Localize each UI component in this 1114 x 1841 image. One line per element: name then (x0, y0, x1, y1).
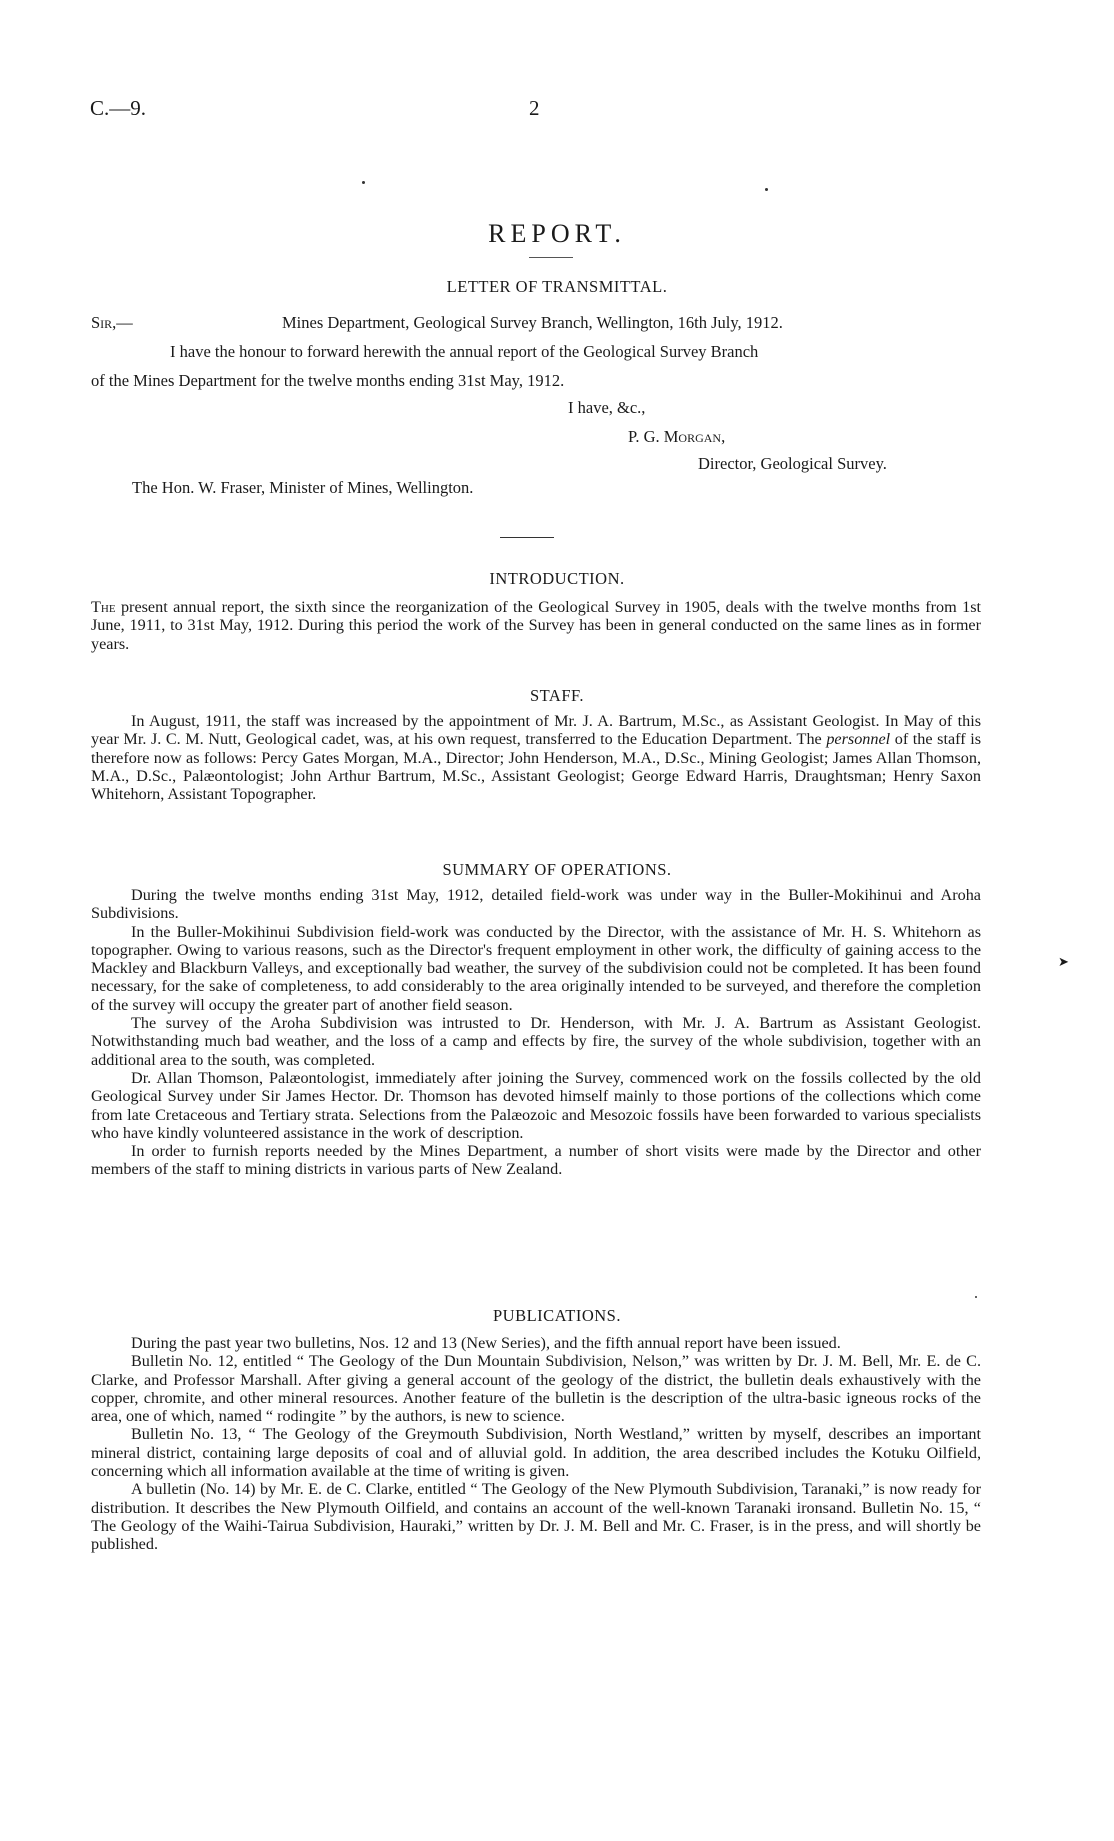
title-rule (529, 257, 573, 258)
speck (765, 188, 768, 191)
staff-text-after: of the staff is therefore now as follows: Percy Gates Morgan, M.A., Director; John Henderson, M.A., D.Sc., Mining Geologist; James Allan Thomson, M.A., D.Sc., Palæontologist; John Arthur Bartrum, M.Sc., Assistant Geologist; George Edward Harris, Draughtsman; Henry Saxon Whitehorn, Assistant Topographer. (91, 730, 981, 804)
operations-paragraph: During the twelve months ending 31st May, 1912, detailed field-work was under way in the Buller-Mokihinui and Aroha Subdivisions. (91, 886, 981, 923)
publications-heading: PUBLICATIONS. (493, 1306, 621, 1325)
page-number: 2 (529, 96, 540, 120)
letter-closing: I have, &c., (568, 398, 646, 417)
publications-paragraph: During the past year two bulletins, Nos. 12 and 13 (New Series), and the fifth annual report have been issued. (131, 1334, 841, 1352)
letter-signature-title: Director, Geological Survey. (698, 454, 887, 473)
publications-paragraph: Bulletin No. 13, “ The Geology of the Greymouth Subdivision, North Westland,” written by myself, describes an important mineral district, containing large deposits of coal and of alluvial gold. In addition, the area described includes the Kotuku Oilfield, concerning which all information available at the time of writing is given. (91, 1425, 981, 1481)
introduction-paragraph (91, 598, 981, 653)
operations-paragraph: In order to furnish reports needed by the Mines Department, a number of short visits were made by the Director and other members of the staff to mining districts in various parts of New Zealand. (91, 1142, 981, 1179)
publications-paragraph: Bulletin No. 12, entitled “ The Geology of the Dun Mountain Subdivision, Nelson,” was written by Dr. J. M. Bell, Mr. E. de C. Clarke, and Professor Marshall. After giving a general account of the geology of the district, the bulletin deals exhaustively with the copper, chromite, and other mineral resources. Another feature of the bulletin is the description of the ultra-basic igneous rocks of the area, one of which, named “ rodingite ” by the authors, is new to science. (91, 1352, 981, 1426)
parliamentary-paper-ref: C.—9. (90, 96, 147, 120)
letter-body-line-2: of the Mines Department for the twelve months ending 31st May, 1912. (91, 371, 565, 390)
letter-salutation: Sir,— (91, 313, 133, 332)
margin-arrow-icon: ➤ (1058, 954, 1069, 969)
introduction-heading: INTRODUCTION. (489, 569, 625, 588)
introduction-text: present annual report, the sixth since the reorganization of the Geological Survey in 1905, deals with the twelve months from 1st June, 1911, to 31st May, 1912. During this period the work of the Survey has been in general conducted on the same lines as in former years. (91, 598, 981, 653)
introduction-section (91, 598, 981, 653)
publications-paragraph: A bulletin (No. 14) by Mr. E. de C. Clarke, entitled “ The Geology of the New Plymouth Subdivision, Taranaki,” is now ready for distribution. It describes the New Plymouth Oilfield, and contains an account of the well-known Taranaki ironsand. Bulletin No. 15, “ The Geology of the Waihi-Tairua Subdivision, Hauraki,” written by Dr. J. M. Bell and Mr. C. Fraser, is in the press, and will shortly be published. (91, 1480, 981, 1554)
letter-heading: LETTER OF TRANSMITTAL. (446, 277, 668, 296)
operations-section (91, 886, 981, 1179)
staff-paragraph (91, 712, 981, 803)
section-rule (500, 537, 554, 538)
staff-heading: STAFF. (529, 686, 584, 705)
letter-address: Mines Department, Geological Survey Branch, Wellington, 16th July, 1912. (282, 313, 783, 332)
speck (362, 181, 365, 184)
letter-signature: P. G. Morgan, (628, 427, 726, 446)
letter-body-line-1: I have the honour to forward herewith the annual report of the Geological Survey Branch (170, 342, 759, 361)
operations-paragraph: Dr. Allan Thomson, Palæontologist, immediately after joining the Survey, commenced work on the fossils collected by the old Geological Survey under Sir James Hector. Dr. Thomson has devoted himself mainly to those portions of the collections which come from late Cretaceous and Tertiary strata. Selections from the Palæozoic and Mesozoic fossils have been forwarded to various specialists who have kindly volunteered assistance in the work of description. (91, 1068, 981, 1142)
speck (975, 1296, 977, 1298)
operations-paragraph: In the Buller-Mokihinui Subdivision field-work was conducted by the Director, with the assistance of Mr. H. S. Whitehorn as topographer. Owing to various reasons, such as the Director's frequent employment in other work, the difficulty of gaining access to the Mackley and Blackburn Valleys, and exceptionally bad weather, the survey of the subdivision could not be completed. It has been found necessary, for the sake of completeness, to add considerably to the area originally intended to be surveyed, and therefore the completion of the survey will occupy the greater part of another field season. (91, 922, 981, 1014)
operations-heading: SUMMARY OF OPERATIONS. (442, 860, 672, 879)
publications-section (91, 1334, 981, 1554)
staff-text-italic: personnel (826, 730, 891, 749)
introduction-lead: The (91, 598, 116, 616)
operations-paragraph: The survey of the Aroha Subdivision was intrusted to Dr. Henderson, with Mr. J. A. Bartrum as Assistant Geologist. Notwithstanding much bad weather, and the loss of a camp and effects by fire, the survey of the whole subdivision, together with an additional area to the south, was completed. (91, 1014, 981, 1069)
staff-text-before: In August, 1911, the staff was increased by the appointment of Mr. J. A. Bartrum, M.Sc., as Assistant Geologist. In May of this year Mr. J. C. M. Nutt, Geological cadet, was, at his own request, transferred to the Education Department. The (91, 712, 981, 749)
report-title: REPORT. (488, 219, 626, 248)
letter-addressee: The Hon. W. Fraser, Minister of Mines, Wellington. (132, 478, 474, 497)
staff-section (91, 712, 981, 803)
